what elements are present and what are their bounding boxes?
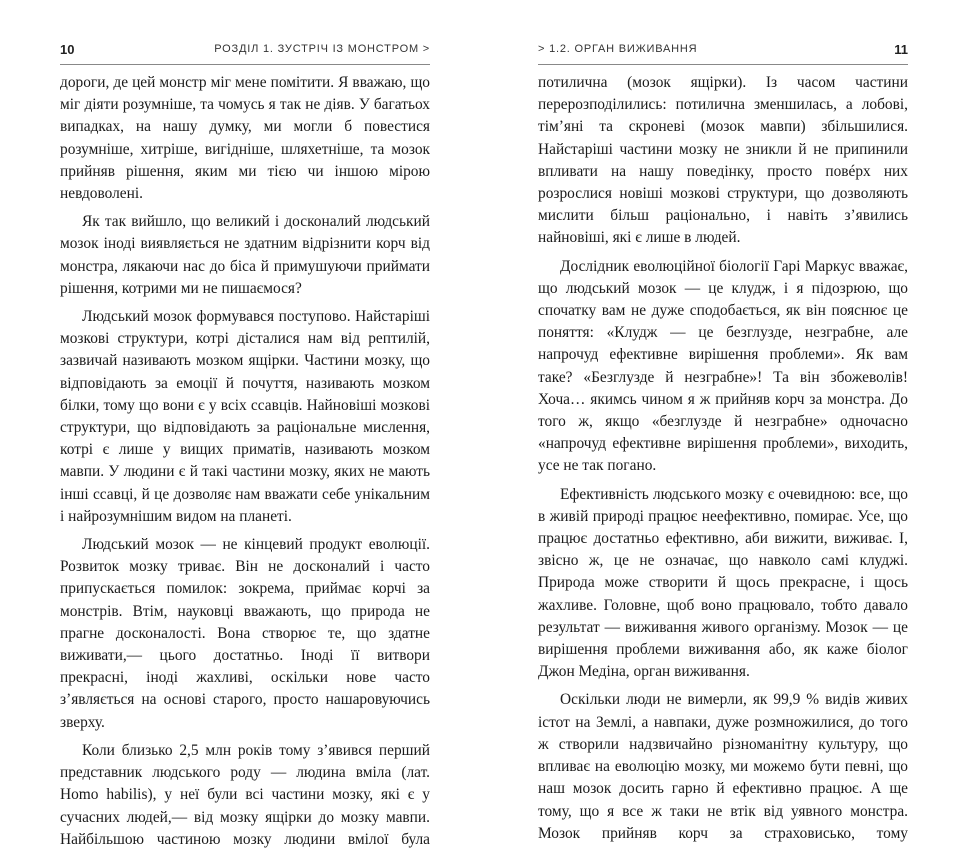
header-rule <box>538 64 908 65</box>
paragraph: Людський мозок формувався поступово. Найстаріші мозкові структури, котрі дісталися нам від рептилій, зазвичай називають мозком ящірки. Частини мозку, що відповідають за емоції й почуття, називають мозком білки, тому що вони є у всіх ссавців. Найновіші мозкові структури, що відповідають за раціональне мислення, котрі є лише у вищих приматів, називають мозком мавпи. У людини є й такі частини мозку, яких не мають інші ссавці, й це дозволяє нам вважати себе унікальним і найрозумнішим видом на планеті. <box>60 308 430 525</box>
left-page-header <box>60 42 430 62</box>
running-head: > 1.2. ОРГАН ВИЖИВАННЯ <box>538 43 698 55</box>
paragraph: Ефективність людського мозку є очевидною: все, що в живій природі працює неефективно, помирає. Усе, що працює достатньо ефективно, аби вижити, виживає. І, звісно ж, це не означає, що навколо самі клуджі. Природа може створити й щось прекрасне, і щось жахливе. Головне, щоб воно працювало, тобто давало результат — виживання живого організму. Мозок — це вирішення проблеми виживання або, як каже біолог Джон Медіна, орган виживання. <box>538 485 908 681</box>
page-number: 10 <box>60 42 75 57</box>
paragraph: Коли близько 2,5 млн років тому з’явився перший представник людського роду — людина вміла (лат. Homo habilis), у неї були всі частини мозку, які є у сучасних людей,— від мозку ящірки до мозку мавпи. Найбільшою частиною мозку людини вмілої була <box>60 741 430 848</box>
left-page-body <box>60 72 430 851</box>
paragraph: потилична (мозок ящірки). Із часом частини перерозподілились: потилична зменшилась, а лобові, тім’яні та скроневі (мозок мавпи) збільшилися. Найстаріші частини мозку не зникли й не припинили впливати на нашу поведінку, просто повéрх них розрослися новіші мозкові структури, що дозволяють мислити більш раціонально, і навіть з’явились найновіші, які є лише в людей. <box>538 74 908 247</box>
paragraph: Оскільки люди не вимерли, як 99,9 % видів живих істот на Землі, а навпаки, дуже розмножилися, до того ж створили надзвичайно різноманітну культуру, що впливає на еволюцію мозку, ми можемо бути певні, що наш мозок досить гарно й ефективно працює. А ще тому, що я все ж таки не втік від уявного монстра. Мозок прийняв корч за страховисько, тому <box>538 691 908 842</box>
paragraph: Як так вийшло, що великий і досконалий людський мозок іноді виявляється не здатним відрізнити корч від монстра, лякаючи нас до біса й примушуючи приймати рішення, котрими ми не пишаємося? <box>60 213 430 297</box>
right-page-header <box>538 42 908 62</box>
paragraph: Людський мозок — не кінцевий продукт еволюції. Розвиток мозку триває. Він не досконалий і часто припускається помилок: зокрема, приймає корчі за монстрів. Втім, науковці вважають, що природа не прагне досконалості. Вона створює те, що здатне виживати,— цього достатньо. Іноді її витвори прекрасні, іноді жахливі, оскільки нове часто з’являється на основі старого, просто нашаровуючись зверху. <box>60 536 430 731</box>
paragraph: дороги, де цей монстр міг мене помітити. Я вважаю, що міг діяти розумніше, та чомусь я так не діяв. У багатьох випадках, на нашу думку, ми могли б повестися розумніше, хитріше, вигідніше, шляхетніше, та мозок прийняв рішення, яким ми тією чи іншою мірою невдоволені. <box>60 74 430 203</box>
running-head: РОЗДІЛ 1. ЗУСТРІЧ ІЗ МОНСТРОМ > <box>214 43 430 55</box>
right-page-body <box>538 72 908 845</box>
paragraph: Дослідник еволюційної біології Гарі Маркус вважає, що людський мозок — це клудж, і я підозрюю, що спочатку вам не дуже сподобається, як він пояснює це поняття: «Клудж — це безглузде, незграбне, але напрочуд ефективне вирішення проблеми». Як вам таке? «Безглузде й незграбне»! Та він збожеволів! Хоча… якимсь чином я ж прийняв корч за монстра. До того ж, якщо «безглузде й незграбне» одночасно «напрочуд ефективне вирішення проблеми», виходить, усе не так погано. <box>538 257 908 475</box>
header-rule <box>60 64 430 65</box>
page-number: 11 <box>894 42 908 57</box>
